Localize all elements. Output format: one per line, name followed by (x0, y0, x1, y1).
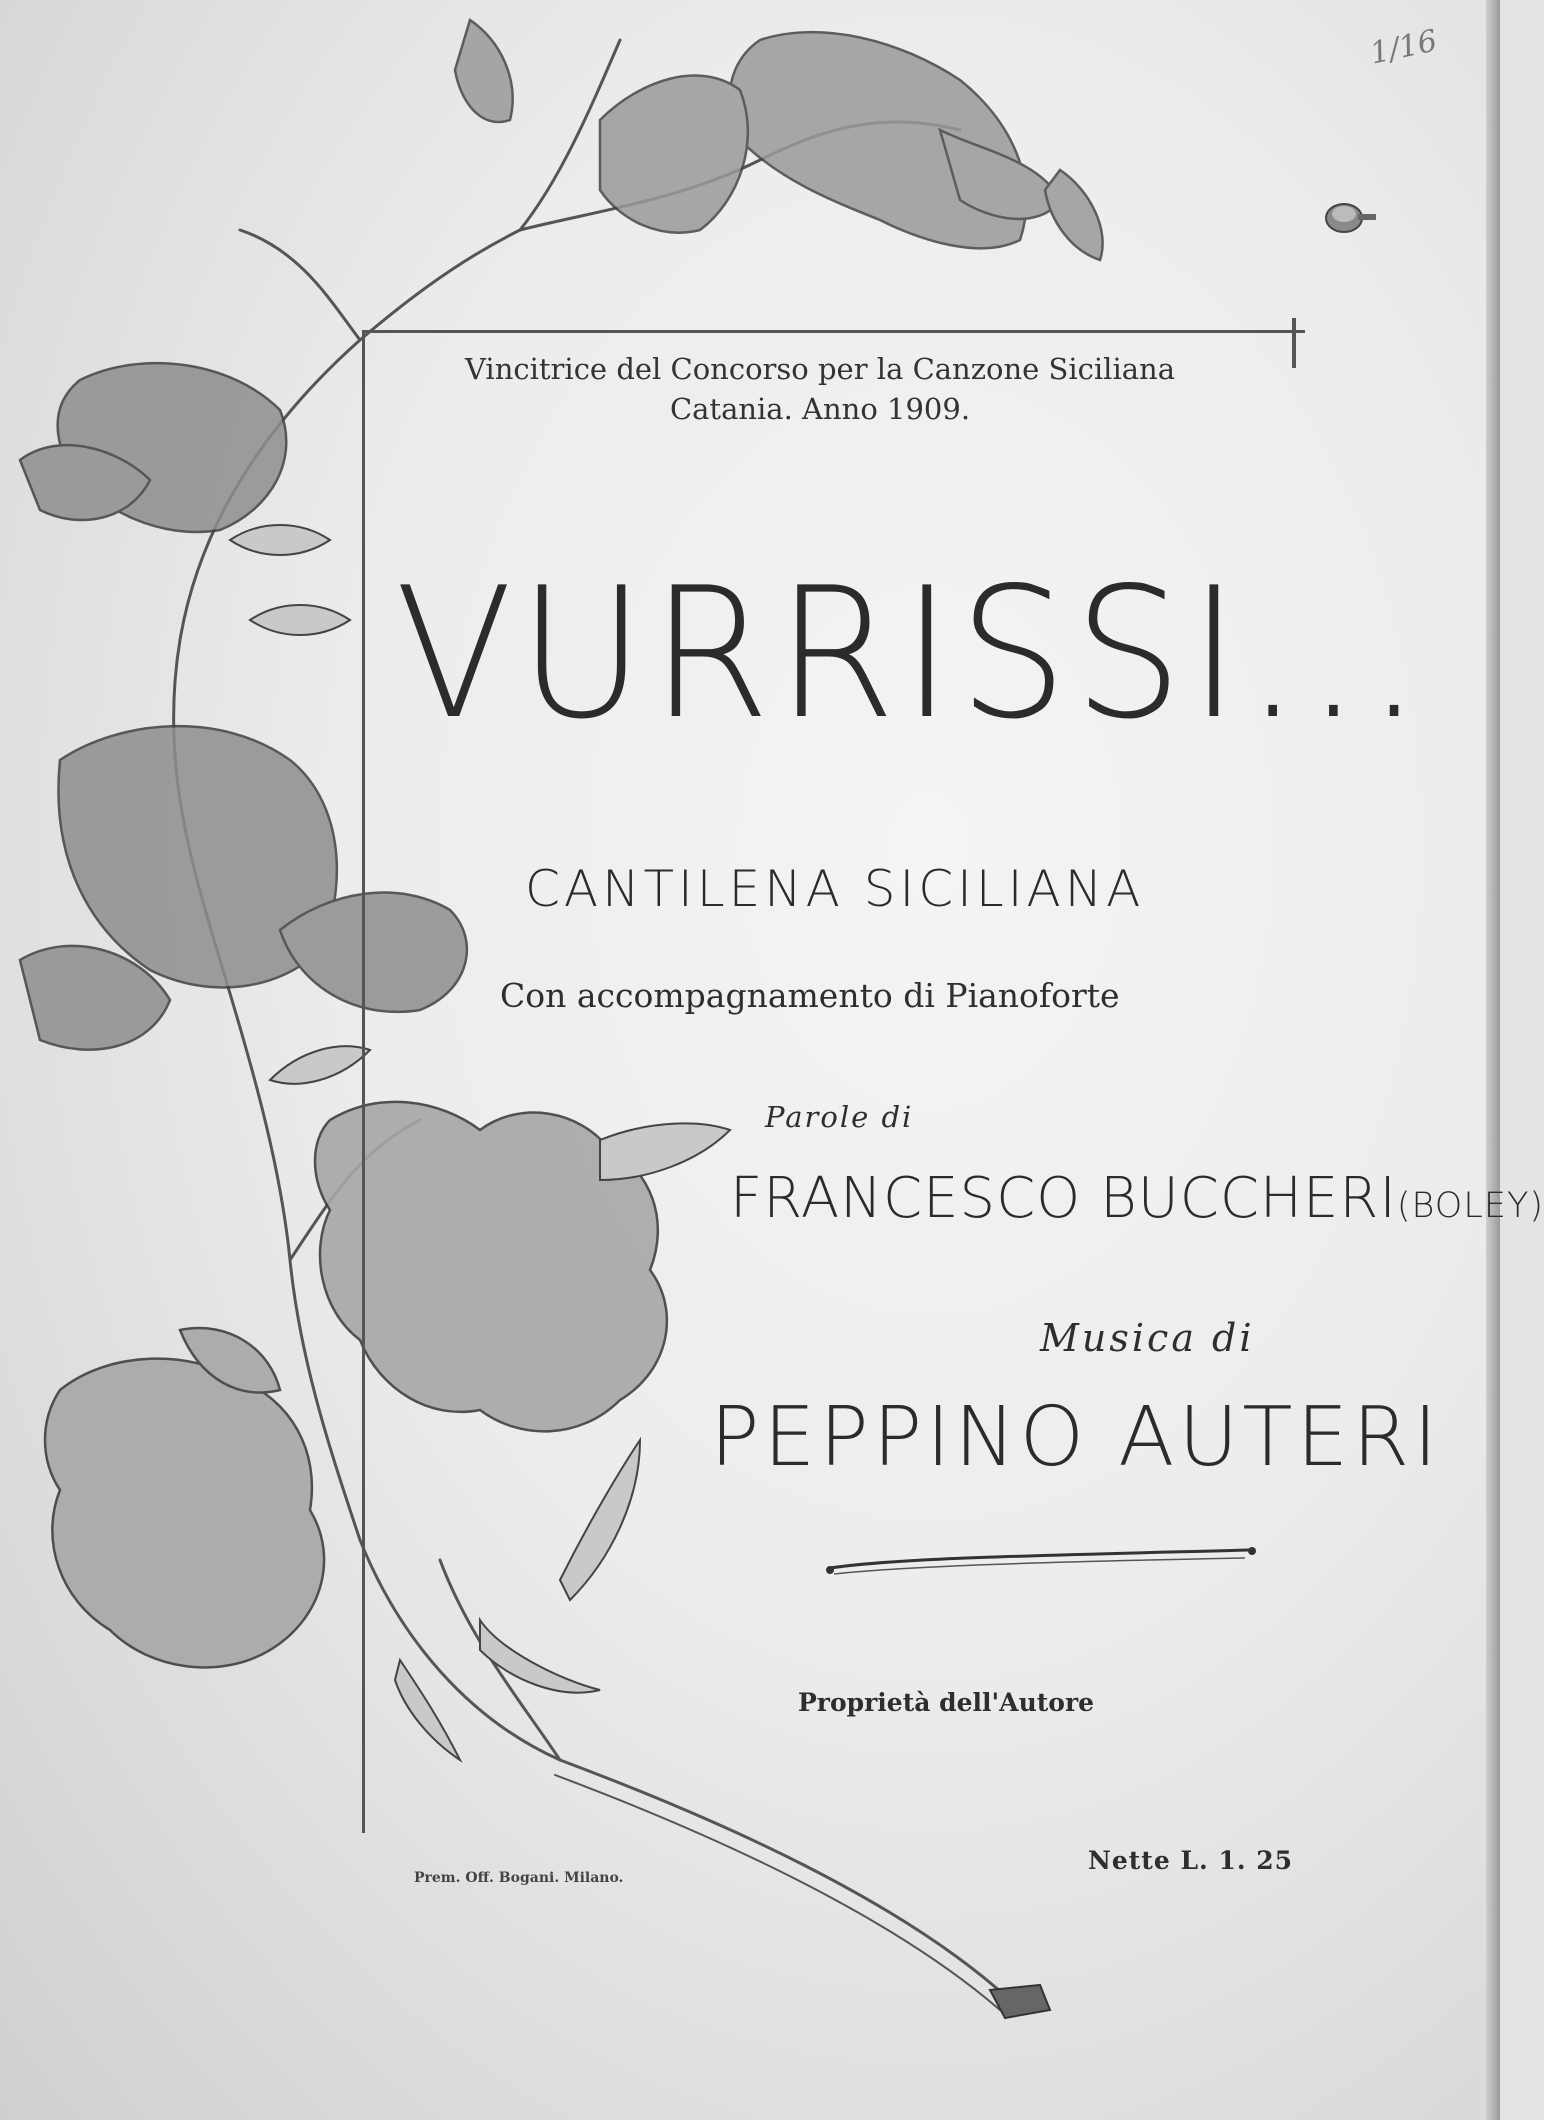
printer-credit: Prem. Off. Bogani. Milano. (414, 1870, 624, 1886)
song-subtitle: CANTILENA SICILIANA (525, 860, 1145, 918)
song-title: VURRISSI... (395, 548, 1428, 760)
contest-place-year: Catania. Anno 1909. (669, 392, 971, 426)
ornamental-rule-icon (820, 1540, 1260, 1580)
composer-name: PEPPINO AUTERI (710, 1390, 1442, 1485)
music-label: Musica di (1040, 1316, 1255, 1360)
lyricist-alias: (BOLEY) (1396, 1186, 1544, 1226)
price-label: Nette L. 1. 25 (1088, 1846, 1294, 1875)
rights-notice: Proprietà dell'Autore (798, 1688, 1095, 1717)
lyricist (730, 1166, 1544, 1231)
lyrics-label: Parole di (765, 1100, 914, 1134)
contest-header: Vincitrice del Concorso per la Canzone Siciliana (465, 352, 1175, 386)
archive-mark: 1/16 (1367, 23, 1441, 72)
thumbtack-icon (1322, 196, 1380, 236)
lyricist-name: FRANCESCO BUCCHERI (730, 1166, 1397, 1231)
frame-corner-mark (1292, 318, 1296, 368)
accompaniment-note: Con accompagnamento di Pianoforte (500, 976, 1120, 1015)
